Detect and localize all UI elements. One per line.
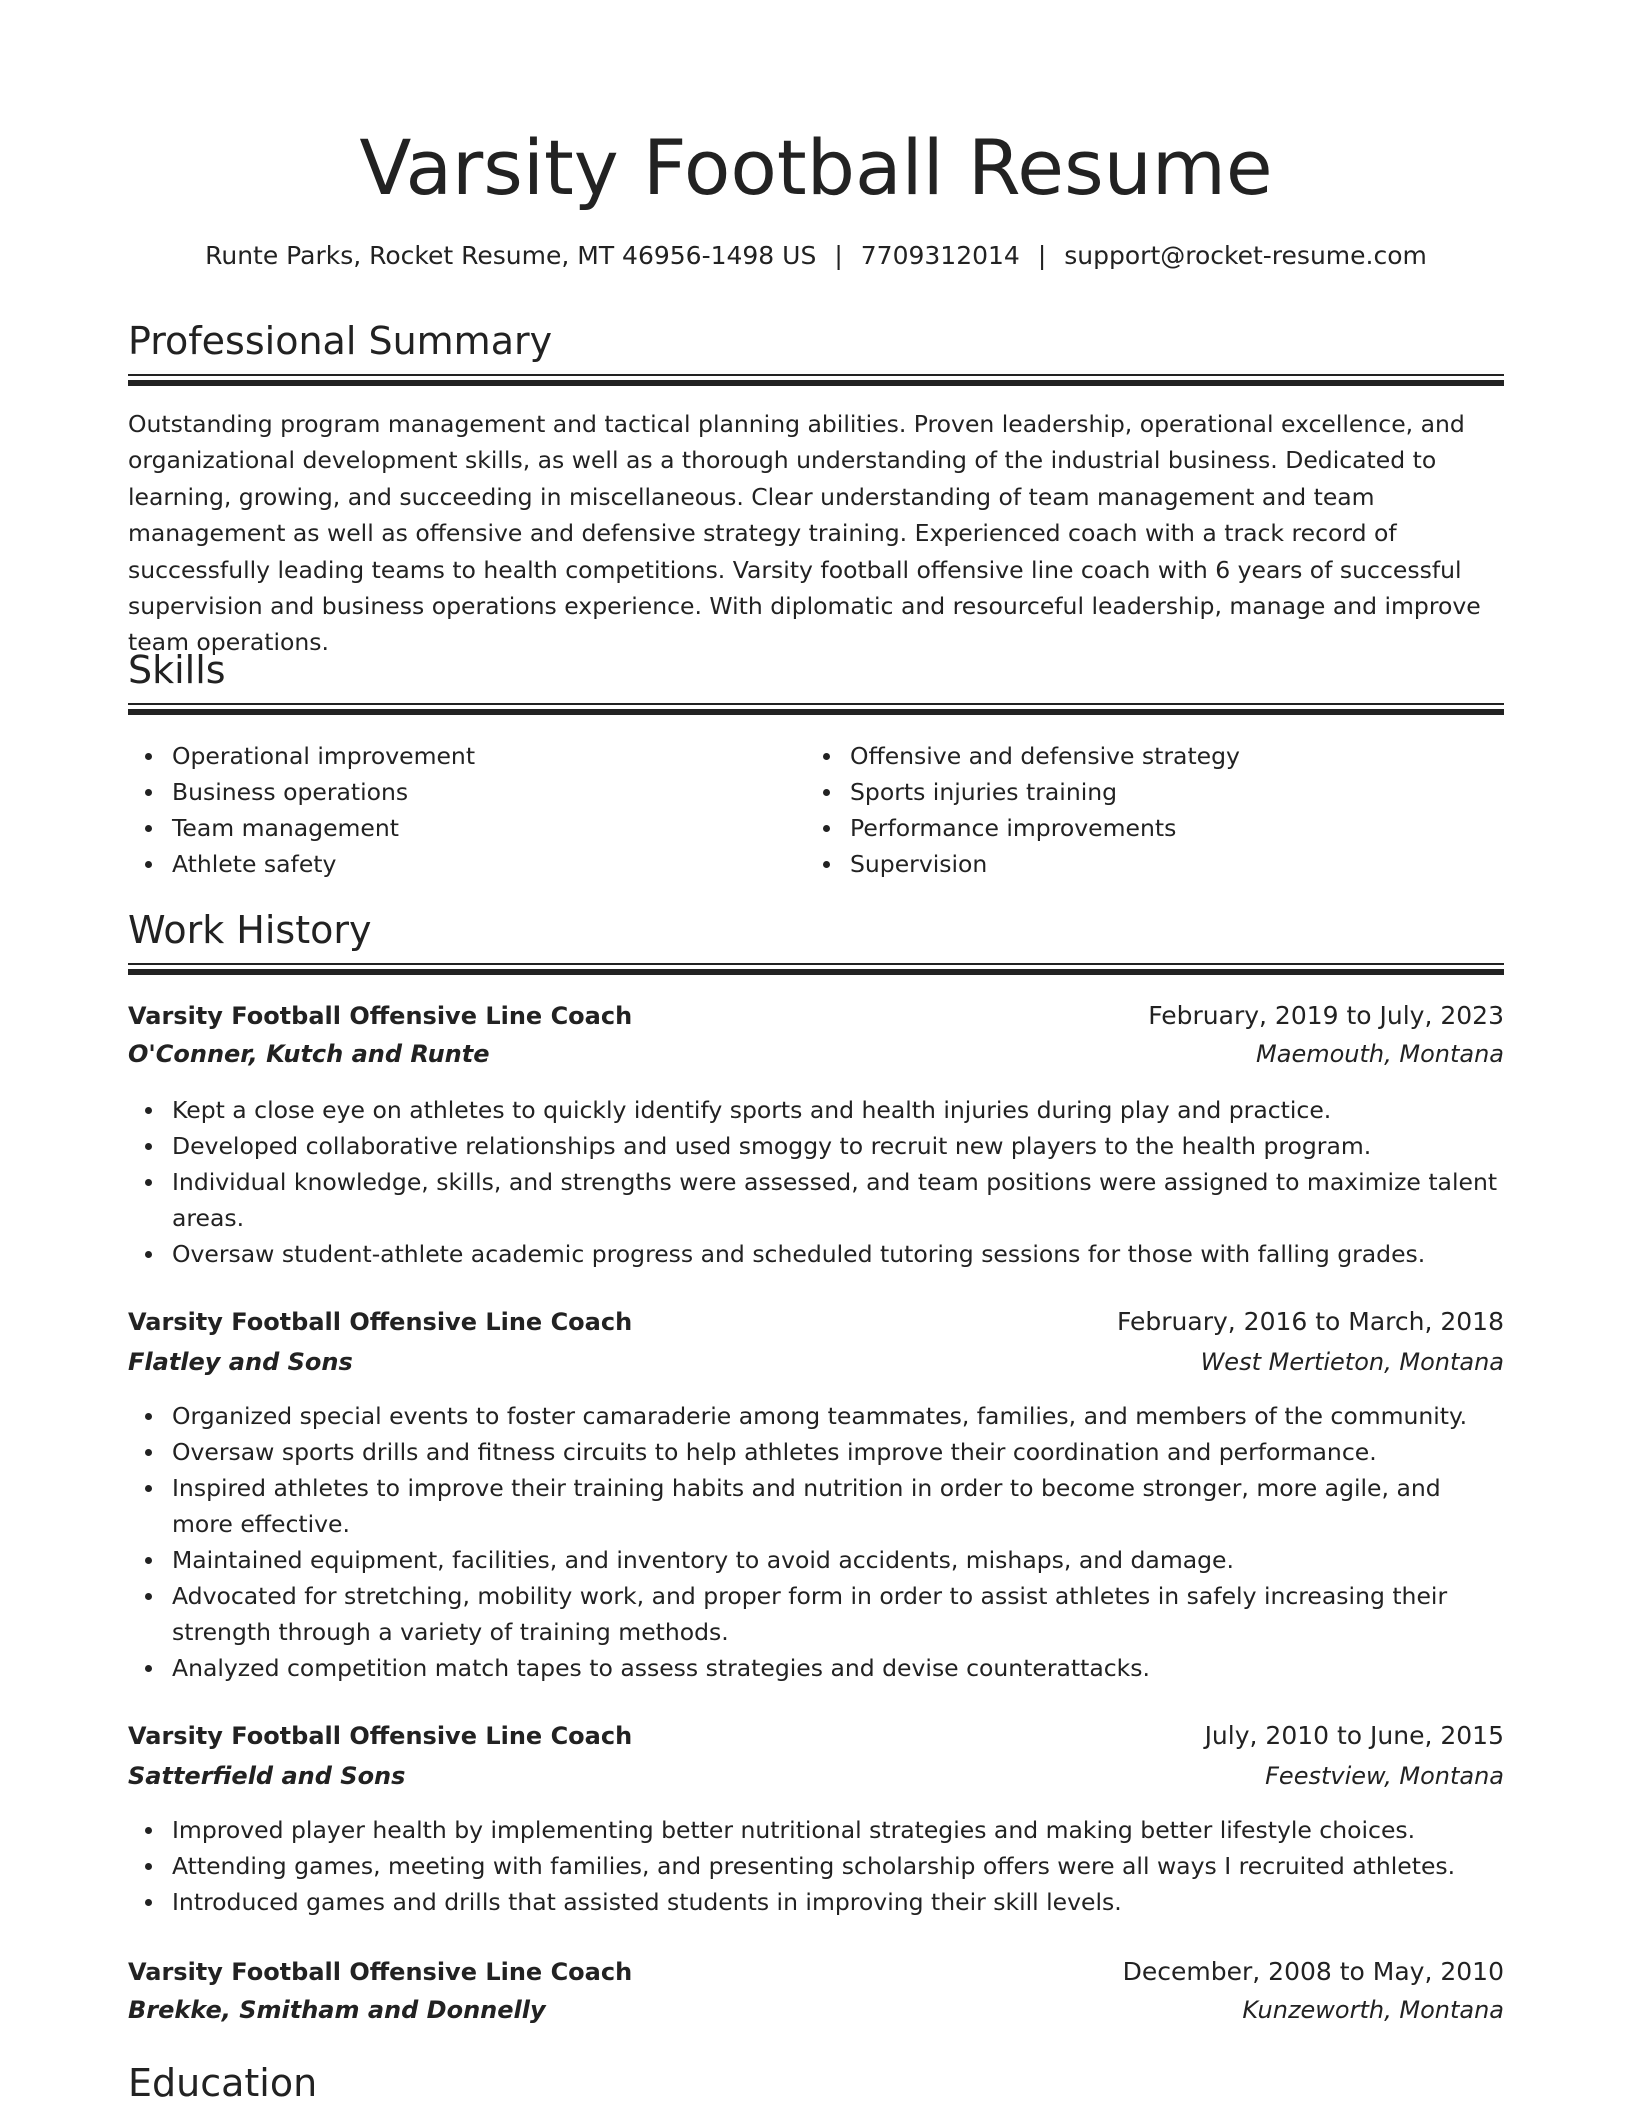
contact-email: support@rocket-resume.com	[1064, 241, 1427, 270]
job-bullet: Introduced games and drills that assisted students in improving their skill levels.	[128, 1884, 1504, 1920]
skill-item: Supervision	[806, 846, 1504, 882]
job-bullets	[128, 1398, 1504, 1686]
skill-item: Sports injuries training	[806, 774, 1504, 810]
contact-separator: |	[834, 241, 843, 270]
skill-item: Performance improvements	[806, 810, 1504, 846]
job-bullets	[128, 1092, 1504, 1272]
skill-item: Athlete safety	[128, 846, 788, 882]
job-bullet: Developed collaborative relationships and used smoggy to recruit new players to the health program.	[128, 1128, 1504, 1164]
job-bullet: Individual knowledge, skills, and strengths were assessed, and team positions were assigned to maximize talent areas.	[128, 1164, 1504, 1236]
job-bullet: Attending games, meeting with families, and presenting scholarship offers were all ways I recruited athletes.	[128, 1848, 1504, 1884]
resume-title: Varsity Football Resume	[359, 123, 1273, 212]
job-bullet: Oversaw sports drills and fitness circuits to help athletes improve their coordination and performance.	[128, 1434, 1504, 1470]
job-location: West Mertieton, Montana	[1200, 1348, 1504, 1376]
job-bullet: Kept a close eye on athletes to quickly identify sports and health injuries during play and practice.	[128, 1092, 1504, 1128]
contact-line	[128, 238, 1504, 274]
summary-heading: Professional Summary	[128, 319, 553, 363]
job-location: Kunzeworth, Montana	[1242, 1996, 1504, 2024]
summary-text: Outstanding program management and tactical planning abilities. Proven leadership, operational excellence, and organizational development skills, as well as a thorough understanding of the industrial business. Dedicated to learning, growing, and succeeding in miscellaneous. Clear understanding of team management and team management as well as offensive and defensive strategy training. Experienced coach with a track record of successfully leading teams to health competitions. Varsity football offensive line coach with 6 years of successful supervision and business operations experience. With diplomatic and resourceful leadership, manage and improve team operations.	[128, 410, 1481, 657]
skill-item: Team management	[128, 810, 788, 846]
job-bullet: Improved player health by implementing better nutritional strategies and making better lifestyle choices.	[128, 1812, 1504, 1848]
job-company: Brekke, Smitham and Donnelly	[128, 1996, 546, 2024]
skills-list-right	[806, 738, 1504, 882]
job-location: Maemouth, Montana	[1256, 1040, 1504, 1068]
job-company: Satterfield and Sons	[128, 1762, 406, 1790]
job-dates: February, 2019 to July, 2023	[1148, 1001, 1504, 1030]
skills-heading: Skills	[128, 648, 226, 692]
job-title: Varsity Football Offensive Line Coach	[128, 1002, 633, 1030]
contact-address: Runte Parks, Rocket Resume, MT 46956-1498 US	[205, 241, 817, 270]
work-history-heading: Work History	[128, 908, 372, 952]
section-divider	[128, 703, 1504, 715]
job-title: Varsity Football Offensive Line Coach	[128, 1958, 633, 1986]
job-dates: December, 2008 to May, 2010	[1122, 1957, 1504, 1986]
job-bullet: Advocated for stretching, mobility work, and proper form in order to assist athletes in safely increasing their strength through a variety of training methods.	[128, 1578, 1504, 1650]
skill-item: Offensive and defensive strategy	[806, 738, 1504, 774]
section-divider	[128, 963, 1504, 975]
job-bullet: Organized special events to foster camaraderie among teammates, families, and members of the community.	[128, 1398, 1504, 1434]
job-bullets	[128, 1812, 1504, 1920]
contact-separator: |	[1037, 241, 1047, 270]
job-title: Varsity Football Offensive Line Coach	[128, 1722, 633, 1750]
job-location: Feestview, Montana	[1265, 1762, 1504, 1790]
job-bullet: Inspired athletes to improve their training habits and nutrition in order to become stronger, more agile, and more effective.	[128, 1470, 1504, 1542]
job-dates: July, 2010 to June, 2015	[1204, 1721, 1504, 1750]
job-dates: February, 2016 to March, 2018	[1116, 1307, 1504, 1336]
job-company: Flatley and Sons	[128, 1348, 353, 1376]
skill-item: Business operations	[128, 774, 788, 810]
job-title: Varsity Football Offensive Line Coach	[128, 1308, 633, 1336]
skills-list-left	[128, 738, 788, 882]
job-company: O'Conner, Kutch and Runte	[128, 1040, 490, 1068]
contact-phone: 7709312014	[860, 241, 1020, 270]
job-bullet: Analyzed competition match tapes to assess strategies and devise counterattacks.	[128, 1650, 1504, 1686]
education-heading: Education	[128, 2061, 318, 2105]
job-bullet: Oversaw student-athlete academic progress and scheduled tutoring sessions for those with falling grades.	[128, 1236, 1504, 1272]
skill-item: Operational improvement	[128, 738, 788, 774]
job-bullet: Maintained equipment, facilities, and inventory to avoid accidents, mishaps, and damage.	[128, 1542, 1504, 1578]
section-divider	[128, 374, 1504, 386]
